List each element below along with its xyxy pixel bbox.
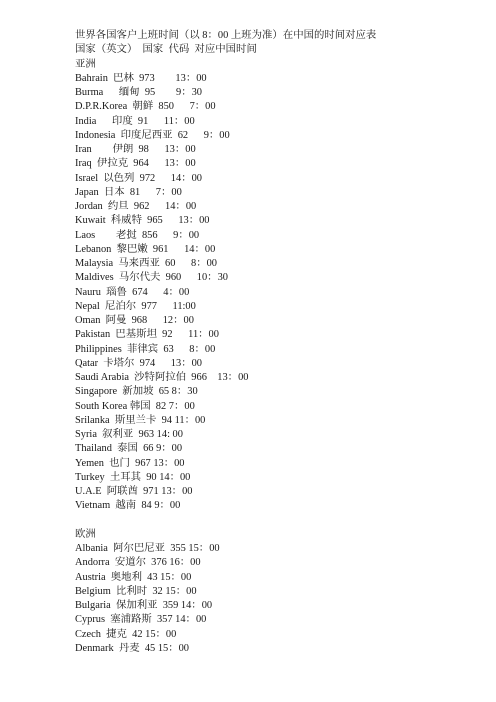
list-item: Laos 老挝 856 9：00 <box>75 229 200 241</box>
list-item: Israel 以色列 972 14：00 <box>75 172 202 184</box>
list-item: Saudi Arabia 沙特阿拉伯 966 13：00 <box>75 372 249 383</box>
list-item: Vietnam 越南 84 9：00 <box>75 500 181 512</box>
list-item: D.P.R.Korea 朝鲜 850 7：00 <box>75 101 216 113</box>
list-item: South Korea 韩国 82 7：00 <box>75 400 195 412</box>
list-item: Syria 叙利亚 963 14: 00 <box>75 429 183 440</box>
list-item: Oman 阿曼 968 12：00 <box>75 315 194 326</box>
list-item: Jordan 约旦 962 14：00 <box>75 201 197 212</box>
list-item: Cyprus 塞浦路斯 357 14：00 <box>75 614 207 626</box>
list-item: Kuwait 科威特 965 13：00 <box>75 215 210 227</box>
list-item: Nauru 瑙鲁 674 4：00 <box>75 286 190 298</box>
list-item: Pakistan 巴基斯坦 92 11：00 <box>75 329 219 341</box>
list-item: Andorra 安道尔 376 16：00 <box>75 557 201 569</box>
list-item: Indonesia 印度尼西亚 62 9：00 <box>75 129 230 141</box>
list-item: Denmark 丹麦 45 15：00 <box>75 642 189 654</box>
list-item: Bulgaria 保加利亚 359 14：00 <box>75 600 213 611</box>
section-heading-europe: 欧洲 <box>75 528 96 540</box>
list-item: Thailand 泰国 66 9：00 <box>75 443 183 455</box>
section-heading-asia: 亚洲 <box>75 58 96 70</box>
list-item: Japan 日本 81 7：00 <box>75 186 182 198</box>
list-item: India 印度 91 11：00 <box>75 115 195 127</box>
section-spacer <box>75 514 476 528</box>
europe-list <box>75 542 476 656</box>
list-item: Nepal 尼泊尔 977 11:00 <box>75 300 196 312</box>
list-item: Maldives 马尔代夫 960 10：30 <box>75 272 228 284</box>
list-item: Iraq 伊拉克 964 13：00 <box>75 158 196 170</box>
list-item: Yemen 也门 967 13：00 <box>75 457 185 469</box>
list-item: Belgium 比利时 32 15：00 <box>75 585 197 597</box>
list-item: Austria 奥地利 43 15：00 <box>75 571 192 583</box>
list-item: Lebanon 黎巴嫩 961 14：00 <box>75 243 216 255</box>
column-header: 国家（英文） 国家 代码 对应中国时间 <box>75 44 257 56</box>
list-item: Burma 缅甸 95 9：30 <box>75 87 202 98</box>
list-item: Bahrain 巴林 973 13：00 <box>75 72 207 84</box>
list-item: Malaysia 马来西亚 60 8：00 <box>75 258 217 269</box>
asia-list <box>75 72 476 514</box>
list-item: Qatar 卡塔尔 974 13：00 <box>75 357 202 369</box>
list-item: Albania 阿尔巴尼亚 355 15：00 <box>75 543 220 554</box>
list-item: Singapore 新加坡 65 8：30 <box>75 386 198 398</box>
list-item: Czech 捷克 42 15：00 <box>75 628 177 640</box>
list-item: Iran 伊朗 98 13：00 <box>75 144 196 155</box>
list-item: Turkey 土耳其 90 14：00 <box>75 471 191 483</box>
document-title: 世界各国客户上班时间（以 8：00 上班为准）在中国的时间对应表 <box>75 30 377 41</box>
list-item: Srilanka 斯里兰卡 94 11：00 <box>75 414 206 426</box>
list-item: U.A.E 阿联酋 971 13：00 <box>75 486 193 497</box>
list-item: Philippines 菲律宾 63 8：00 <box>75 343 216 355</box>
